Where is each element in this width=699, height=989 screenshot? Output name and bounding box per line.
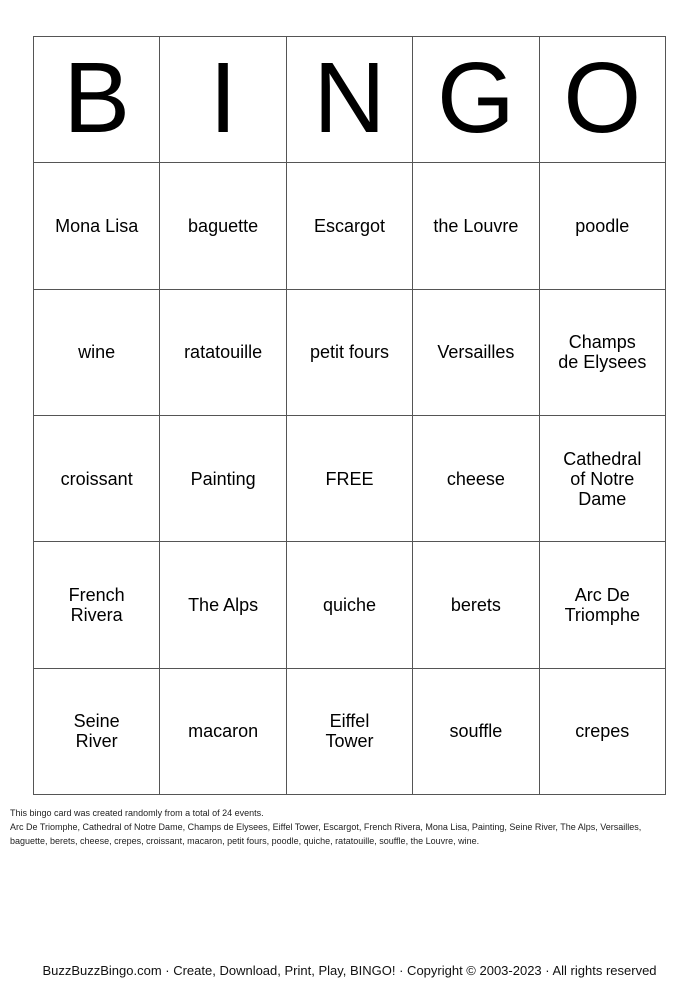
bingo-cell: [287, 542, 413, 668]
cell-text: ratatouille: [184, 342, 263, 363]
cell-text: Mona Lisa: [55, 215, 139, 236]
bingo-cell: [287, 163, 413, 289]
bingo-cell: [413, 290, 539, 416]
cell-text: Versailles: [437, 342, 515, 363]
bingo-cell: [160, 163, 286, 289]
header-letter: N: [313, 41, 386, 154]
bingo-cell: [34, 542, 160, 668]
bingo-cell: [540, 163, 666, 289]
bingo-cell: [287, 669, 413, 795]
bingo-cell: [540, 669, 666, 795]
event-list-line-2: baguette, berets, cheese, crepes, croissant, macaron, petit fours, poodle, quiche, ratatouille, souffle, the Louvre, wine.: [10, 836, 480, 846]
bingo-cell: [34, 290, 160, 416]
cell-text: poodle: [575, 215, 630, 236]
cell-text: Arc De Triomphe: [564, 584, 640, 625]
header-letter: B: [63, 41, 131, 154]
cell-text: berets: [450, 594, 501, 615]
header-letter: O: [563, 41, 642, 154]
card-summary-text: This bingo card was created randomly from a total of 24 events.: [10, 808, 264, 818]
bingo-cell: [160, 290, 286, 416]
bingo-cell: [413, 669, 539, 795]
free-space-cell: [287, 416, 413, 542]
card-info-note: [10, 806, 690, 848]
bingo-cell: [160, 542, 286, 668]
cell-text: French Rivera: [68, 584, 125, 625]
cell-text: crepes: [575, 721, 630, 742]
header-cell-b: [34, 37, 160, 163]
cell-text: quiche: [322, 594, 377, 615]
site-footer: BuzzBuzzBingo.com · Create, Download, Print, Play, BINGO! · Copyright © 2003-2023 · All rights reserved: [42, 963, 657, 978]
bingo-card: [33, 36, 666, 795]
bingo-cell: [34, 669, 160, 795]
cell-text: FREE: [325, 468, 374, 489]
cell-text: Cathedral of Notre Dame: [563, 448, 642, 509]
cell-text: Eiffel Tower: [325, 711, 374, 752]
bingo-cell: [413, 163, 539, 289]
bingo-cell: [540, 290, 666, 416]
cell-text: croissant: [60, 468, 133, 489]
bingo-cell: [540, 542, 666, 668]
bingo-cell: [34, 163, 160, 289]
cell-text: petit fours: [309, 342, 390, 363]
header-cell-g: [413, 37, 539, 163]
cell-text: Seine River: [73, 711, 120, 752]
header-letter: I: [209, 41, 237, 154]
cell-text: cheese: [446, 468, 505, 489]
header-letter: G: [436, 41, 515, 154]
cell-text: macaron: [188, 721, 259, 742]
bingo-cell: [160, 416, 286, 542]
cell-text: The Alps: [188, 594, 259, 615]
bingo-cell: [287, 290, 413, 416]
bingo-cell: [413, 416, 539, 542]
header-cell-i: [160, 37, 286, 163]
cell-text: Escargot: [313, 215, 386, 236]
cell-text: Champs de Elysees: [558, 332, 647, 373]
bingo-cell: [413, 542, 539, 668]
cell-text: the Louvre: [433, 215, 519, 236]
cell-text: Painting: [190, 468, 256, 489]
cell-text: wine: [78, 342, 116, 363]
event-list-line-1: Arc De Triomphe, Cathedral of Notre Dame, Champs de Elysees, Eiffel Tower, Escargot, French Rivera, Mona Lisa, Painting, Seine River, The Alps, Versailles,: [10, 822, 642, 832]
bingo-cell: [34, 416, 160, 542]
header-cell-o: [540, 37, 666, 163]
header-cell-n: [287, 37, 413, 163]
cell-text: souffle: [449, 721, 503, 742]
bingo-cell: [160, 669, 286, 795]
bingo-cell: [540, 416, 666, 542]
cell-text: baguette: [188, 215, 259, 236]
